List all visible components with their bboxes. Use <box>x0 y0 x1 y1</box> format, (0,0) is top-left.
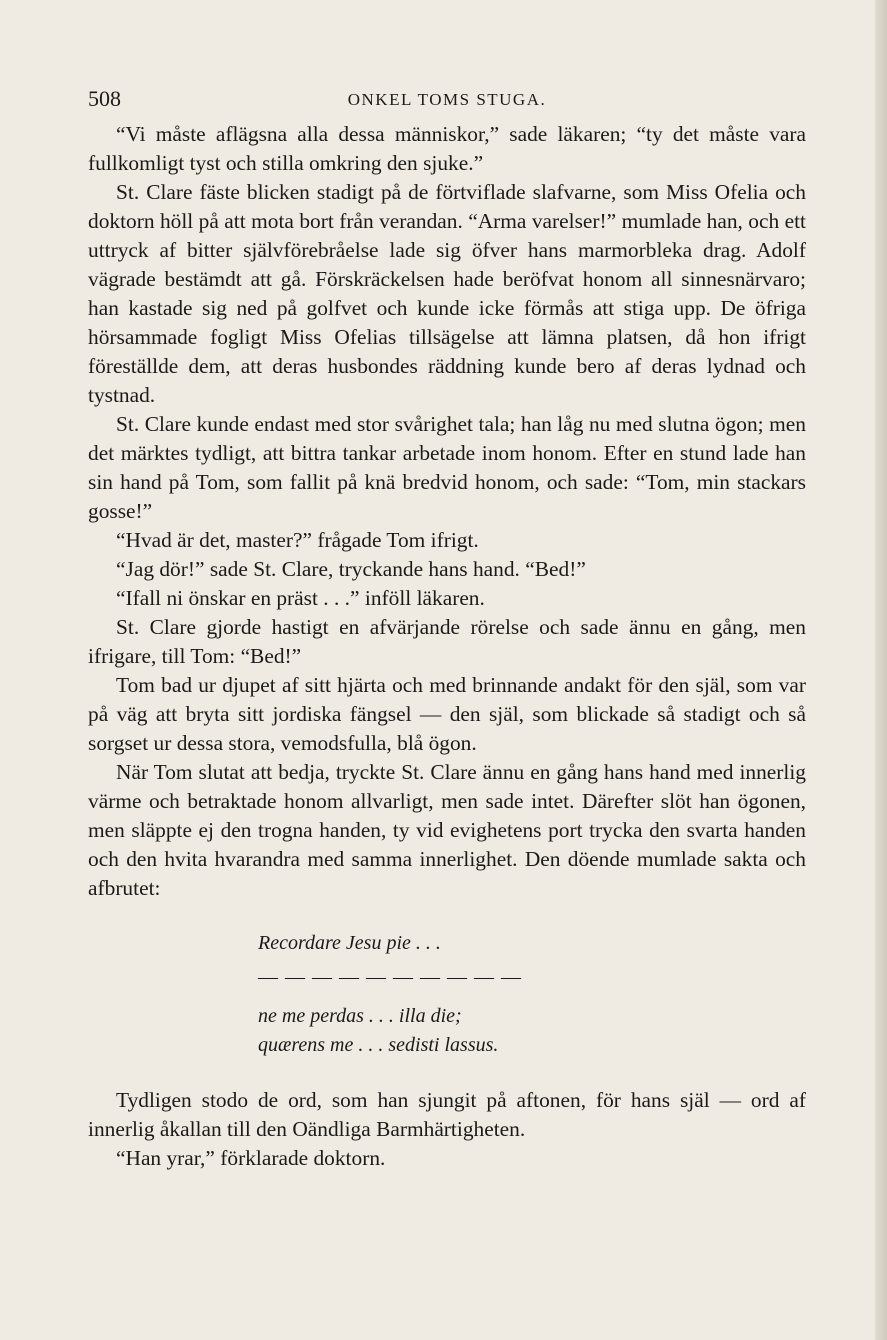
body-text <box>88 120 806 903</box>
paragraph: St. Clare gjorde hastigt en afvärjande rörelse och sade ännu en gång, men ifrigare, till Tom: “Bed!” <box>88 615 806 668</box>
verse-line: ne me perdas . . . illa die; <box>258 1005 462 1027</box>
paragraph: “Han yrar,” förklarade doktorn. <box>116 1146 386 1170</box>
book-page <box>88 86 806 1173</box>
page-edge <box>875 0 887 1340</box>
running-title: ONKEL TOMS STUGA. <box>347 90 547 109</box>
paragraph: St. Clare kunde endast med stor svårighet tala; han låg nu med slutna ögon; men det märktes tydligt, att bittra tankar arbetade inom honom. Efter en stund lade han sin hand på Tom, som fallit på knä bredvid honom, och sade: “Tom, min stackars gosse!” <box>88 412 806 523</box>
paragraph: “Jag dör!” sade St. Clare, tryckande hans hand. “Bed!” <box>116 557 586 581</box>
paragraph: När Tom slutat att bedja, tryckte St. Clare ännu en gång hans hand med innerlig värme och betraktade honom allvarligt, men sade intet. Därefter slöt han ögonen, men släppte ej den trogna handen, ty vid evighetens port trycka den svarta handen och den hvita hvarandra med samma innerlighet. Den döende mumlade sakta och afbrutet: <box>88 760 806 900</box>
paragraph: Tydligen stodo de ord, som han sjungit på aftonen, för hans själ — ord af innerlig åkallan till den Oändliga Barmhärtigheten. <box>88 1088 806 1141</box>
verse-line: Recordare Jesu pie . . . <box>258 932 441 954</box>
page-header <box>88 86 806 120</box>
verse-line: quærens me . . . sedisti lassus. <box>258 1034 499 1056</box>
paragraph: “Ifall ni önskar en präst . . .” inföll läkaren. <box>116 586 485 610</box>
paragraph: Tom bad ur djupet af sitt hjärta och med brinnande andakt för den själ, som var på väg att bryta sitt jordiska fängsel — den själ, som blickade så stadigt och så sorgset ur dessa stora, vemodsfulla, blå ögon. <box>88 673 806 755</box>
paragraph: “Hvad är det, master?” frågade Tom ifrigt. <box>116 528 479 552</box>
verse-dash-separator: — — — — — — — — — — <box>258 966 522 988</box>
closing-text <box>88 1086 806 1173</box>
paragraph: St. Clare fäste blicken stadigt på de förtviflade slafvarne, som Miss Ofelia och doktorn höll på att mota bort från verandan. “Arma varelser!” mumlade han, och ett uttryck af bitter självförebråelse lade sig öfver hans marmorbleka drag. Adolf vägrade bestämdt att gå. Förskräckelsen hade beröfvat honom all sinnesnärvaro; han kastade sig ned på golfvet och kunde icke förmås att stiga upp. De öfriga hörsammade fogligt Miss Ofelias tillsägelse att lämna platsen, då hon ifrigt föreställde dem, att deras husbondes räddning kunde bero af deras lydnad och tystnad. <box>88 180 806 407</box>
paragraph: “Vi måste aflägsna alla dessa människor,” sade läkaren; “ty det måste vara fullkomligt tyst och stilla omkring den sjuke.” <box>88 122 806 175</box>
page-number: 508 <box>88 86 121 111</box>
latin-verse <box>88 929 806 1060</box>
